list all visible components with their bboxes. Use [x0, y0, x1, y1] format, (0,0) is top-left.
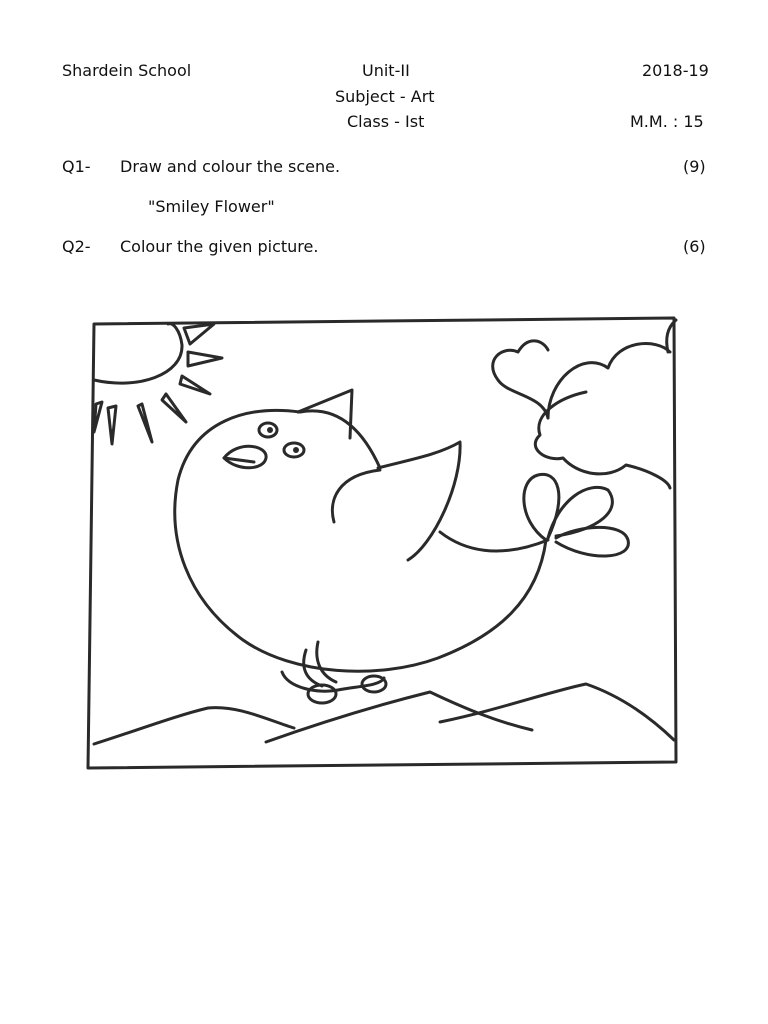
question-1-text: Draw and colour the scene.	[120, 157, 341, 176]
sun-icon	[94, 324, 222, 444]
question-2-number: Q2-	[62, 237, 91, 256]
question-1-topic: "Smiley Flower"	[148, 197, 275, 216]
mountains-icon	[94, 684, 674, 744]
bird-icon	[175, 390, 629, 703]
class-label: Class - Ist	[347, 112, 425, 131]
question-2-marks: (6)	[683, 237, 706, 256]
unit-label: Unit-II	[362, 61, 410, 80]
question-2-text: Colour the given picture.	[120, 237, 319, 256]
school-name: Shardein School	[62, 61, 192, 80]
bird-drawing	[78, 310, 694, 780]
subject-label: Subject - Art	[335, 87, 435, 106]
max-marks: M.M. : 15	[630, 112, 704, 131]
question-1-marks: (9)	[683, 157, 706, 176]
colouring-picture	[78, 310, 694, 780]
question-1-number: Q1-	[62, 157, 91, 176]
picture-frame	[88, 318, 676, 768]
cloud-icon	[493, 320, 676, 488]
session-year: 2018-19	[642, 61, 709, 80]
